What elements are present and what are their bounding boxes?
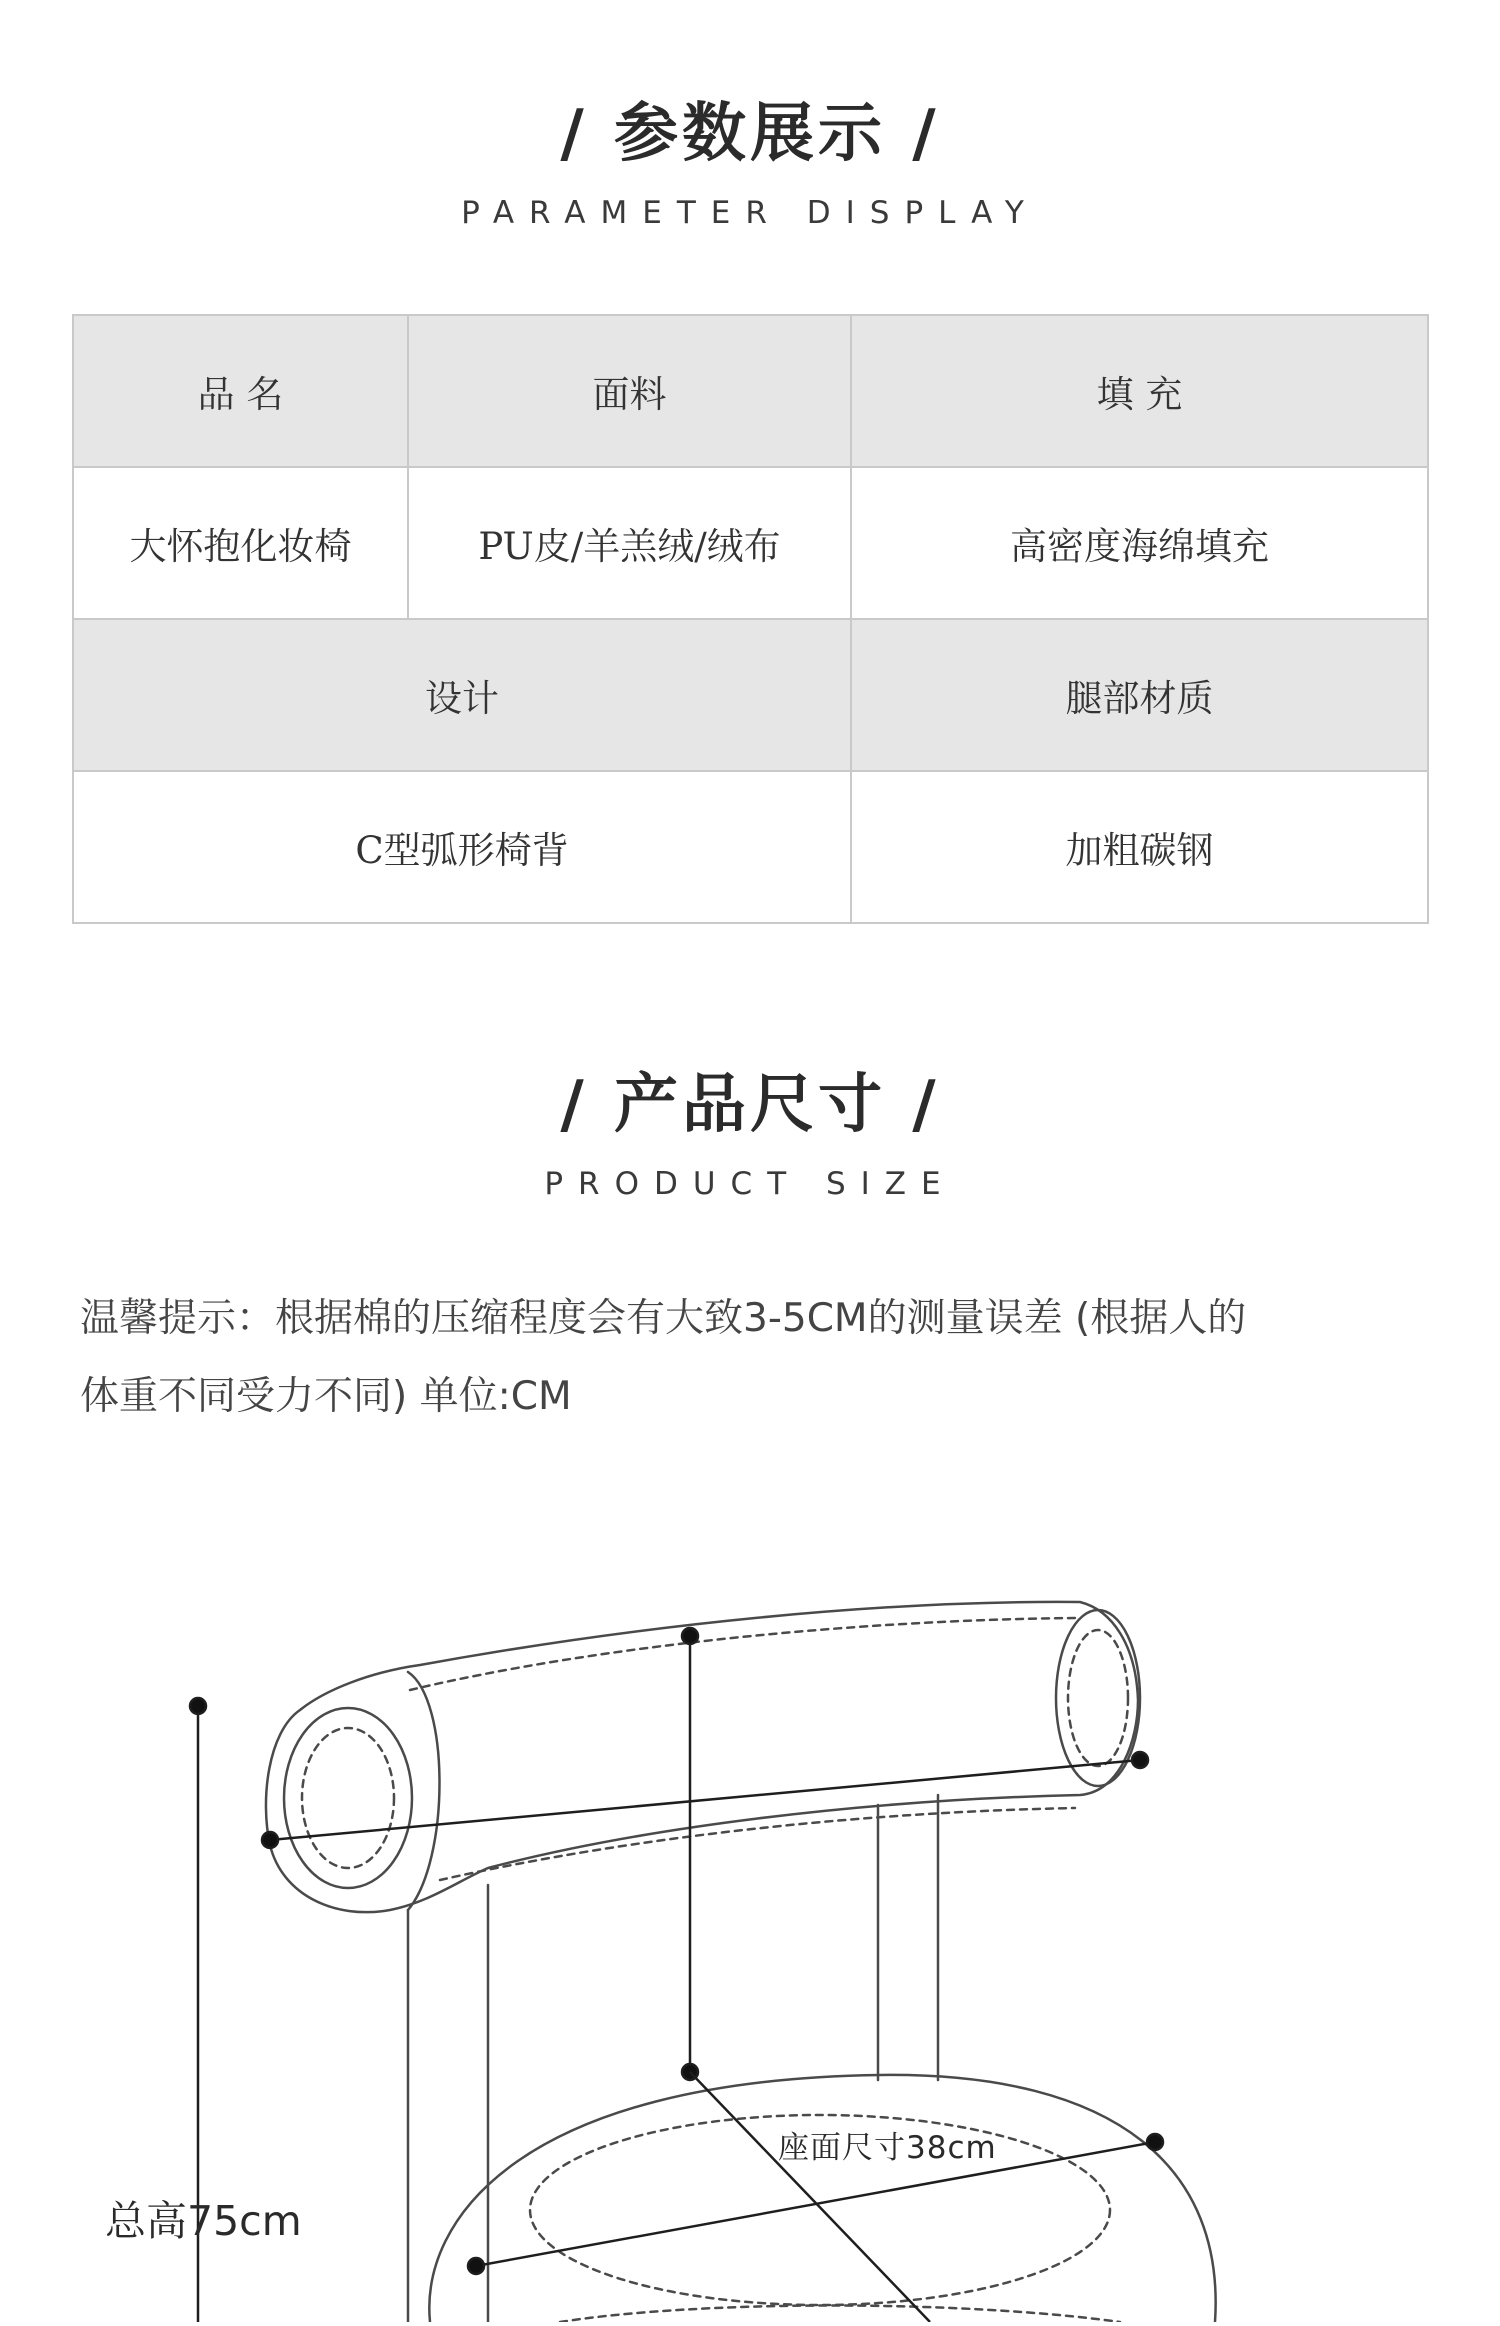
- parameter-table: [72, 314, 1429, 924]
- table-row: [73, 619, 1428, 771]
- seat-width-left-dot: [468, 2258, 484, 2274]
- table-row: [73, 467, 1428, 619]
- table-cell: PU皮/羊羔绒/绒布: [408, 467, 851, 619]
- back-width-line: [270, 1760, 1140, 1840]
- seat-front-stitch: [560, 2306, 1120, 2323]
- parameter-section-subtitle: PARAMETER DISPLAY: [461, 195, 1039, 231]
- backrest-outline: [266, 1602, 1138, 1912]
- table-row: [73, 771, 1428, 923]
- parameter-section-title: / 参数展示 /: [560, 97, 940, 171]
- table-cell: 大怀抱化妆椅: [73, 467, 408, 619]
- table-header-cell: 品 名: [73, 315, 408, 467]
- table-cell: C型弧形椅背: [73, 771, 851, 923]
- back-width-right-dot: [1132, 1752, 1148, 1768]
- backrest-right-cap-inner: [1068, 1630, 1128, 1766]
- table-header-cell: 面料: [408, 315, 851, 467]
- table-cell: 加粗碳钢: [851, 771, 1428, 923]
- total-height-label: 总高75cm: [105, 2197, 302, 2245]
- backrest-top-stitch: [410, 1618, 1075, 1690]
- size-section-title: / 产品尺寸 /: [560, 1068, 940, 1142]
- table-header-cell: 腿部材质: [851, 619, 1428, 771]
- seat-depth-line: [690, 2072, 930, 2322]
- seat-width-right-dot: [1147, 2134, 1163, 2150]
- table-row: [73, 315, 1428, 467]
- seat-size-label: 座面尺寸38cm: [778, 2130, 997, 2166]
- size-section-subtitle: PRODUCT SIZE: [544, 1166, 956, 1202]
- table-header-cell: 设计: [73, 619, 851, 771]
- notice-line: 温馨提示：根据棉的压缩程度会有大致3-5CM的测量误差 (根据人的: [80, 1296, 1247, 1341]
- backrest-left-cap-inner: [302, 1728, 394, 1868]
- measurement-notice: [80, 1280, 1440, 1436]
- notice-line: 体重不同受力不同) 单位:CM: [80, 1374, 572, 1419]
- table-cell: 高密度海绵填充: [851, 467, 1428, 619]
- back-height-top-dot: [682, 1628, 698, 1644]
- back-width-left-dot: [262, 1832, 278, 1848]
- seat-top: [429, 2075, 1215, 2322]
- height-dimension-dot: [190, 1698, 206, 1714]
- table-header-cell: 填 充: [851, 315, 1428, 467]
- chair-dimension-drawing: [0, 1440, 1500, 2322]
